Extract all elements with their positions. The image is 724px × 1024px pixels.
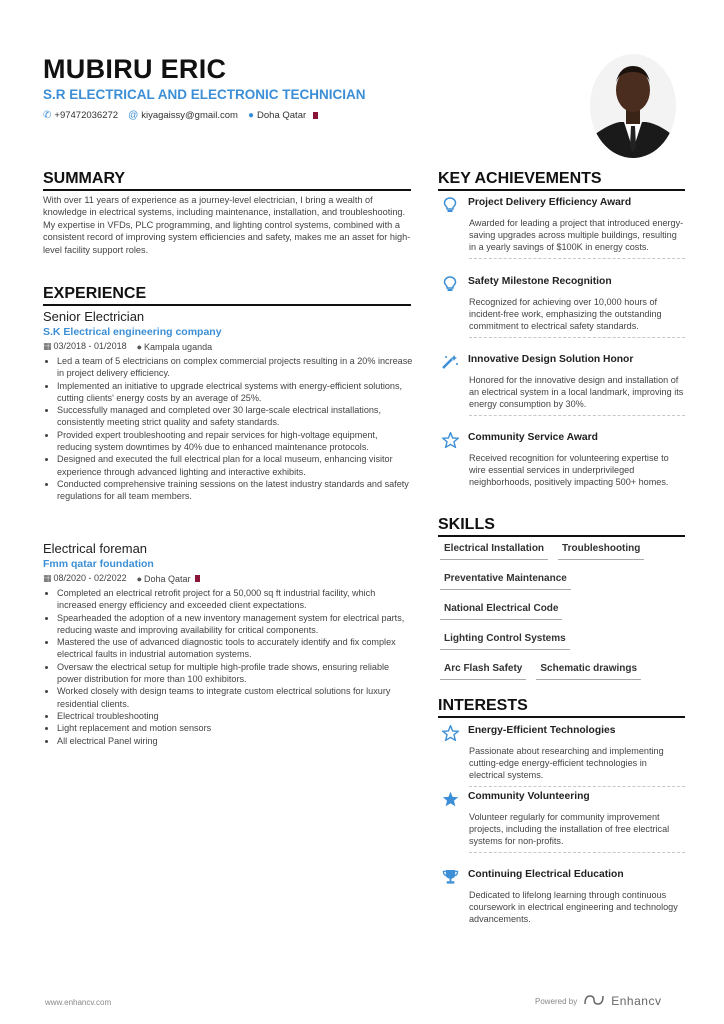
job-location-wrap	[137, 342, 213, 352]
interest-item	[440, 868, 685, 926]
skill-tag: Electrical Installation	[440, 541, 548, 560]
interests-heading: INTERESTS	[438, 697, 685, 718]
job-bullet: • Designed and executed the full electrical plan for a local museum, enhancing visitor experience through advanced lighting and interactive exhibits.	[57, 453, 413, 478]
job-bullet: • All electrical Panel wiring	[57, 735, 413, 747]
job-bullet: • Electrical troubleshooting	[57, 710, 413, 722]
phone-item[interactable]	[43, 110, 118, 121]
job-bullet: • Led a team of 5 electricians on complex commercial projects resulting in a 20% increase in project delivery efficiency.	[57, 355, 413, 380]
job-bullet: • Conducted comprehensive training sessions on the latest industry standards and safety regulations for all team members.	[57, 478, 413, 503]
job-location: Kampala uganda	[144, 341, 213, 352]
contact-info	[43, 110, 318, 121]
skills-heading: SKILLS	[438, 516, 685, 537]
job-bullet: • Successfully managed and completed over 30 large-scale electrical installations, consistently meeting strict quality and safety standards.	[57, 404, 413, 429]
summary-heading: SUMMARY	[43, 170, 411, 191]
job-meta	[43, 573, 413, 584]
magic-wand-icon	[440, 353, 460, 371]
location-pin-icon: ●	[136, 573, 143, 584]
job-company[interactable]: Fmm qatar foundation	[43, 558, 154, 570]
job-bullet: • Oversaw the electrical setup for multiple high-profile trade shows, ensuring reliable power distribution for more than 100 exhibitors.	[57, 661, 413, 686]
achievement-desc: Honored for the innovative design and installation of an electrical system in a local landmark, improving its energy consumption by 30%.	[469, 375, 684, 410]
achievement-item	[440, 353, 685, 416]
skill-tag: Schematic drawings	[536, 661, 641, 680]
job-bullet: • Implemented an initiative to upgrade electrical systems with energy-efficient solutions, cutting clients' energy costs by an average of 25%.	[57, 380, 413, 405]
achievement-item	[440, 431, 685, 489]
job-location-wrap	[137, 574, 200, 584]
calendar-icon: ▦	[43, 341, 52, 351]
location-pin-icon: ●	[247, 110, 255, 121]
candidate-name: MUBIRU ERIC	[43, 54, 227, 84]
achievement-title: Safety Milestone Recognition	[468, 276, 612, 287]
phone-text: +97472036272	[54, 110, 119, 121]
job-dates-wrap	[43, 573, 127, 584]
star-icon	[440, 431, 460, 449]
job-dates: 03/2018 - 01/2018	[53, 341, 127, 351]
job-bullets	[43, 587, 413, 747]
skill-tag: Lighting Control Systems	[440, 631, 570, 650]
phone-icon: ✆	[43, 110, 52, 121]
profile-photo-image	[590, 54, 676, 158]
job-location: Doha Qatar	[144, 573, 191, 584]
profile-photo	[590, 54, 676, 158]
calendar-icon: ▦	[43, 573, 52, 583]
job-bullet: • Completed an electrical retrofit project for a 50,000 sq ft industrial facility, which increased energy efficiency and exceeded client expectations.	[57, 587, 413, 612]
achievement-title: Project Delivery Efficiency Award	[468, 197, 632, 208]
achievements-heading: KEY ACHIEVEMENTS	[438, 170, 685, 191]
email-text: kiyagaissy@gmail.com	[141, 110, 238, 121]
interest-item	[440, 724, 685, 787]
skill-tag: Troubleshooting	[558, 541, 644, 560]
achievement-title: Innovative Design Solution Honor	[468, 354, 634, 365]
job-dates: 08/2020 - 02/2022	[53, 573, 127, 583]
divider	[469, 258, 685, 259]
lightbulb-icon	[440, 196, 460, 214]
job-role: Electrical foreman	[43, 541, 148, 556]
achievement-title: Community Service Award	[468, 432, 598, 443]
job-role: Senior Electrician	[43, 309, 145, 324]
job-entry	[43, 541, 413, 747]
star-icon	[440, 790, 460, 808]
email-item[interactable]	[128, 110, 238, 121]
interest-desc: Dedicated to lifelong learning through continuous coursework in electrical engineering and technology advancements.	[469, 890, 678, 925]
footer-powered	[535, 994, 661, 1008]
skill-row	[440, 661, 685, 680]
interest-title: Continuing Electrical Education	[468, 869, 624, 880]
footer-website[interactable]: www.enhancv.com	[45, 998, 112, 1007]
skill-row	[440, 631, 685, 650]
interest-title: Community Volunteering	[468, 791, 590, 802]
skill-row	[440, 601, 685, 620]
job-bullet: • Spearheaded the adoption of a new inventory management system for electrical parts, reducing waste and improving availability for critical components.	[57, 612, 413, 637]
job-dates-wrap	[43, 341, 127, 352]
achievement-item	[440, 196, 685, 259]
achievement-desc: Received recognition for volunteering expertise to wire essential services in underprivileged neighborhoods, positively impacting 500+ homes.	[469, 453, 669, 488]
experience-heading: EXPERIENCE	[43, 285, 411, 306]
achievement-desc: Awarded for leading a project that introduced energy-saving upgrades across multiple buildings, resulting in a yearly savings of $100K in energy costs.	[469, 218, 684, 253]
qatar-flag-icon	[311, 112, 318, 119]
job-company[interactable]: S.K Electrical engineering company	[43, 326, 222, 338]
divider	[469, 852, 685, 853]
location-item	[248, 110, 318, 121]
job-bullet: • Worked closely with design teams to integrate custom electrical solutions for luxury residential clients.	[57, 685, 413, 710]
qatar-flag-icon	[193, 575, 200, 582]
powered-by-text: Powered by	[535, 996, 578, 1006]
job-bullet: • Light replacement and motion sensors	[57, 722, 413, 734]
interest-title: Energy-Efficient Technologies	[468, 725, 616, 736]
job-bullet: • Provided expert troubleshooting and repair services for high-voltage equipment, reducing system downtimes by 40% due to enhanced maintenance protocols.	[57, 429, 413, 454]
interest-desc: Passionate about researching and implementing cutting-edge energy-efficient technologies in electrical systems.	[469, 746, 664, 781]
job-title: S.R ELECTRICAL AND ELECTRONIC TECHNICIAN	[43, 87, 366, 102]
skill-row	[440, 541, 685, 560]
job-entry	[43, 309, 413, 503]
lightbulb-icon	[440, 275, 460, 293]
location-pin-icon: ●	[136, 341, 143, 352]
divider	[469, 786, 685, 787]
job-bullets	[43, 355, 413, 503]
skill-tag: National Electrical Code	[440, 601, 562, 620]
divider	[469, 337, 685, 338]
location-text: Doha Qatar	[257, 110, 307, 121]
skill-row	[440, 571, 685, 590]
interest-item	[440, 790, 685, 853]
skill-tag: Arc Flash Safety	[440, 661, 526, 680]
skills-list	[440, 541, 685, 691]
job-meta	[43, 341, 413, 352]
enhancv-logo-icon	[583, 994, 605, 1008]
trophy-icon	[440, 868, 460, 886]
footer-brand: Enhancv	[611, 994, 662, 1008]
interest-desc: Volunteer regularly for community improvement projects, including the installation of free electrical systems for non-profits.	[469, 812, 670, 847]
achievement-item	[440, 275, 685, 338]
job-bullet: • Mastered the use of advanced diagnostic tools to accurately identify and fix complex electrical faults in industrial automation systems.	[57, 636, 413, 661]
skill-tag: Preventative Maintenance	[440, 571, 571, 590]
star-outline-icon	[440, 724, 460, 742]
achievement-desc: Recognized for achieving over 10,000 hours of incident-free work, emphasizing the outstanding commitment to electrical safety standards.	[469, 297, 662, 332]
summary-text: With over 11 years of experience as a journey-level electrician, I bring a wealth of knowledge in electrical systems, including maintenance, installation, and troubleshooting. My expertise in VFDs, PLC programming, and lighting control systems, combined with a consistent record of improving system efficiencies and safety, makes me an asset for high-level facility support roles.	[43, 195, 411, 255]
divider	[469, 415, 685, 416]
at-icon: @	[128, 110, 139, 121]
